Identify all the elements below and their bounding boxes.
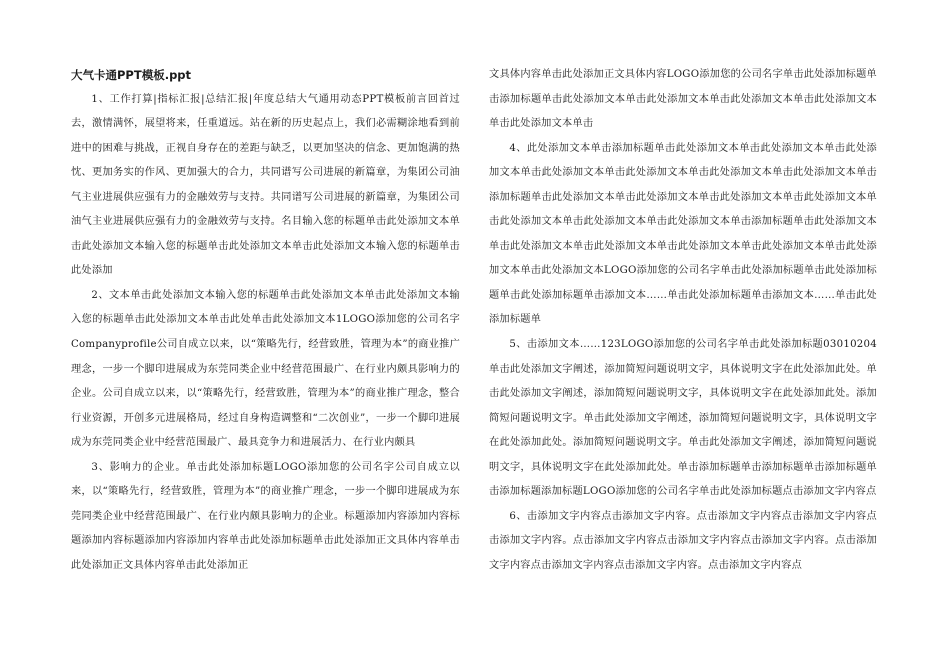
paragraph-3-continuation: 文具体内容单击此处添加正文具体内容LOGO添加您的公司名字单击此处添加标题单击添加标题单击此处添加文本单击此处添加文本单击此处添加文本单击此处添加文本单击此处添加文本单击 <box>489 69 877 130</box>
paragraph-2: 2、文本单击此处添加文本输入您的标题单击此处添加文本单击此处添加文本输入您的标题单击此处添加文本单击此处单击此处添加文本1LOGO添加您的公司名字Companyprofile公司自成立以来，以“策略先行，经营致胜，管理为本”的商业推广理念，一步一个脚印进展成为东莞同类企业中经营范围最广、在行业内颇具影响力的企业。公司自成立以来，以“策略先行，经营致胜，管理为本”的商业推广理念，整合行业资源，开创多元进展格局，经过自身构造调整和“二次创业”，一步一个脚印进展成为东莞同类企业中经营范围最广、最具竞争力和进展活力、在行业内颇具 <box>71 289 461 449</box>
paragraph-3: 3、影响力的企业。单击此处添加标题LOGO添加您的公司名字公司自成立以来，以“策略先行，经营致胜，管理为本”的商业推广理念，一步一个脚印进展成为东莞同类企业中经营范围最广、在行业内颇具影响力的企业。标题添加内容添加内容标题添加内容标题添加内容添加内容单击此处添加标题单击此处添加正文具体内容单击此处添加正文具体内容单击此处添加正 <box>71 461 460 571</box>
paragraph-1: 1、工作打算|指标汇报|总结汇报|年度总结大气通用动态PPT模板前言回首过去，激情满怀，展望将来，任重道远。站在新的历史起点上，我们必需糊涂地看到前进中的困难与挑战，正视自身存在的差距与缺乏，以更加坚决的信念、更加饱满的热忱、更加务实的作风、更加强大的合力，共同谱写公司进展的新篇章，为集团公司油气主业进展供应强有力的金融效劳与支持。共同谱写公司进展的新篇章，为集团公司油气主业进展供应强有力的金融效劳与支持。名目输入您的标题单击此处添加文本单击此处添加文本输入您的标题单击此处添加文本单击此处添加文本输入您的标题单击此处添加 <box>71 93 460 277</box>
document-title: 大气卡通PPT模板.ppt <box>71 68 192 82</box>
paragraph-5: 5、击添加文本……123LOGO添加您的公司名字单击此处添加标题03010204单击此处添加文字阐述，添加简短问题说明文字，具体说明文字在此处添加此处。单击此处添加文字阐述，添加简短问题说明文字，具体说明文字在此处添加此处。添加简短问题说明文字。单击此处添加文字阐述，添加简短问题说明文字，具体说明文字在此处添加此处。添加简短问题说明文字。单击此处添加文字阐述，添加简短问题说明文字，具体说明文字在此处添加此处。单击添加标题单击添加标题单击添加标题单击添加标题添加标题LOGO添加您的公司名字单击此处添加标题点击添加文字内容点 <box>489 339 877 498</box>
paragraph-6: 6、击添加文字内容点击添加文字内容。点击添加文字内容点击添加文字内容点击添加文字内容。点击添加文字内容点击添加文字内容点击添加文字内容。点击添加文字内容点击添加文字内容点击添加文字内容。点击添加文字内容点 <box>489 510 877 571</box>
left-column <box>71 63 460 578</box>
right-column <box>489 63 877 578</box>
paragraph-4: 4、此处添加文本单击添加标题单击此处添加文本单击此处添加文本单击此处添加文本单击此处添加文本单击此处添加文本单击此处添加文本单击此处添加文本单击添加标题单击此处添加文本单击此处添加文本单击此处添加文本单击此处添加文本单击此处添加文本单击此处添加文本单击此处添加文本单击添加标题单击此处添加文本单击此处添加文本单击此处添加文本单击此处添加文本单击此处添加文本单击此处添加文本单击此处添加文本LOGO添加您的公司名字单击此处添加标题单击此处添加标题单击此处添加标题单击添加文本……单击此处添加标题单击添加文本……单击此处添加标题单 <box>489 142 877 326</box>
